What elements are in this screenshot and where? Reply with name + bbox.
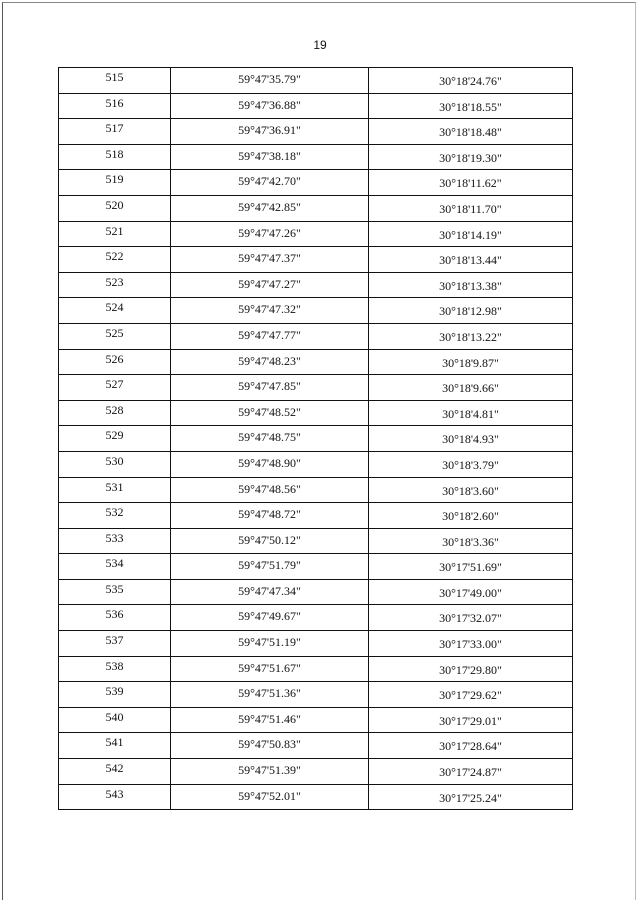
longitude-cell-text: 30°17'29.01" [439,713,502,728]
page-number: 19 [313,38,327,52]
longitude-cell [369,349,573,375]
point-number-cell [59,144,171,170]
longitude-cell-text: 30°18'4.93" [442,432,499,447]
longitude-cell-text: 30°17'24.87" [439,765,502,780]
table-row [59,528,573,554]
table-row [59,400,573,426]
latitude-cell [171,682,369,708]
table-row [59,221,573,247]
point-number-cell [59,272,171,298]
point-number-cell-text: 540 [105,709,124,724]
point-number-cell-text: 533 [105,530,124,545]
point-number-cell [59,247,171,273]
longitude-cell [369,68,573,94]
longitude-cell [369,503,573,529]
table-row [59,605,573,631]
table-row [59,579,573,605]
latitude-cell [171,605,369,631]
point-number-cell-text: 517 [105,121,124,136]
table-row [59,503,573,529]
longitude-cell-text: 30°18'19.30" [439,150,502,165]
longitude-cell [369,631,573,657]
point-number-cell [59,682,171,708]
latitude-cell [171,631,369,657]
longitude-cell-text: 30°18'3.79" [442,457,499,472]
longitude-cell [369,221,573,247]
latitude-cell [171,170,369,196]
point-number-cell-text: 516 [105,95,124,110]
latitude-cell-text: 59°47'51.19" [238,635,301,650]
longitude-cell [369,247,573,273]
table-row [59,93,573,119]
latitude-cell [171,503,369,529]
point-number-cell [59,375,171,401]
latitude-cell [171,707,369,733]
longitude-cell [369,93,573,119]
latitude-cell [171,323,369,349]
latitude-cell-text: 59°47'42.85" [238,199,301,214]
point-number-cell [59,631,171,657]
longitude-cell-text: 30°18'18.55" [439,99,502,114]
point-number-cell [59,554,171,580]
longitude-cell [369,195,573,221]
point-number-cell [59,528,171,554]
latitude-cell [171,733,369,759]
point-number-cell-text: 521 [105,223,124,238]
longitude-cell-text: 30°17'28.64" [439,739,502,754]
point-number-cell-text: 518 [105,146,124,161]
longitude-cell [369,375,573,401]
longitude-cell-text: 30°17'51.69" [439,560,502,575]
latitude-cell-text: 59°47'49.67" [238,609,301,624]
longitude-cell [369,144,573,170]
latitude-cell-text: 59°47'51.36" [238,686,301,701]
point-number-cell-text: 530 [105,453,124,468]
point-number-cell [59,323,171,349]
latitude-cell [171,272,369,298]
point-number-cell [59,68,171,94]
table-row [59,68,573,94]
longitude-cell [369,119,573,145]
table-row [59,656,573,682]
latitude-cell [171,528,369,554]
coordinates-table [58,67,573,810]
table-row [59,170,573,196]
latitude-cell-text: 59°47'48.72" [238,507,301,522]
point-number-cell [59,195,171,221]
latitude-cell-text: 59°47'51.79" [238,558,301,573]
latitude-cell-text: 59°47'47.32" [238,302,301,317]
longitude-cell [369,605,573,631]
latitude-cell [171,759,369,785]
longitude-cell-text: 30°18'18.48" [439,125,502,140]
latitude-cell-text: 59°47'48.90" [238,455,301,470]
table-row [59,759,573,785]
latitude-cell-text: 59°47'48.52" [238,404,301,419]
latitude-cell-text: 59°47'51.67" [238,660,301,675]
longitude-cell-text: 30°18'14.19" [439,227,502,242]
longitude-cell [369,656,573,682]
point-number-cell [59,170,171,196]
longitude-cell-text: 30°17'33.00" [439,637,502,652]
latitude-cell [171,554,369,580]
latitude-cell-text: 59°47'38.18" [238,148,301,163]
longitude-cell [369,400,573,426]
longitude-cell-text: 30°18'2.60" [442,509,499,524]
longitude-cell-text: 30°17'32.07" [439,611,502,626]
point-number-cell-text: 534 [105,556,124,571]
longitude-cell [369,298,573,324]
latitude-cell-text: 59°47'36.88" [238,97,301,112]
point-number-cell [59,656,171,682]
longitude-cell-text: 30°18'4.81" [442,406,499,421]
latitude-cell [171,579,369,605]
point-number-cell-text: 535 [105,581,124,596]
point-number-cell [59,784,171,810]
table-row [59,298,573,324]
latitude-cell-text: 59°47'47.37" [238,251,301,266]
longitude-cell [369,323,573,349]
point-number-cell-text: 543 [105,786,124,801]
table-row [59,784,573,810]
point-number-cell-text: 538 [105,658,124,673]
longitude-cell-text: 30°18'13.38" [439,278,502,293]
latitude-cell-text: 59°47'51.46" [238,711,301,726]
point-number-cell [59,759,171,785]
point-number-cell-text: 532 [105,505,124,520]
point-number-cell-text: 526 [105,351,124,366]
point-number-cell [59,579,171,605]
longitude-cell-text: 30°18'3.36" [442,534,499,549]
latitude-cell [171,784,369,810]
latitude-cell [171,221,369,247]
longitude-cell-text: 30°18'24.76" [439,74,502,88]
longitude-cell [369,707,573,733]
point-number-cell [59,707,171,733]
latitude-cell-text: 59°47'47.26" [238,225,301,240]
longitude-cell [369,426,573,452]
table-row [59,119,573,145]
point-number-cell-text: 542 [105,761,124,776]
point-number-cell [59,298,171,324]
latitude-cell-text: 59°47'51.39" [238,763,301,778]
longitude-cell [369,784,573,810]
latitude-cell [171,195,369,221]
latitude-cell-text: 59°47'48.56" [238,481,301,496]
longitude-cell-text: 30°18'11.62" [439,176,502,191]
point-number-cell [59,93,171,119]
point-number-cell-text: 528 [105,402,124,417]
point-number-cell-text: 523 [105,274,124,289]
latitude-cell-text: 59°47'50.83" [238,737,301,752]
table-row [59,272,573,298]
table-row [59,631,573,657]
point-number-cell-text: 537 [105,633,124,648]
table-row [59,144,573,170]
longitude-cell [369,477,573,503]
point-number-cell-text: 519 [105,172,124,187]
latitude-cell [171,426,369,452]
longitude-cell-text: 30°17'49.00" [439,585,502,600]
latitude-cell [171,68,369,94]
table-row [59,733,573,759]
longitude-cell-text: 30°17'29.62" [439,688,502,703]
latitude-cell [171,656,369,682]
latitude-cell-text: 59°47'47.77" [238,327,301,342]
longitude-cell-text: 30°18'12.98" [439,304,502,319]
table-row [59,195,573,221]
longitude-cell-text: 30°18'11.70" [439,201,502,216]
longitude-cell [369,451,573,477]
longitude-cell [369,272,573,298]
longitude-cell [369,554,573,580]
longitude-cell [369,759,573,785]
point-number-cell [59,426,171,452]
latitude-cell-text: 59°47'47.85" [238,379,301,394]
latitude-cell [171,400,369,426]
longitude-cell [369,170,573,196]
point-number-cell-text: 527 [105,377,124,392]
longitude-cell-text: 30°18'9.87" [442,355,499,370]
latitude-cell [171,119,369,145]
longitude-cell-text: 30°18'3.60" [442,483,499,498]
table-row [59,707,573,733]
point-number-cell [59,451,171,477]
table-row [59,451,573,477]
latitude-cell [171,298,369,324]
latitude-cell-text: 59°47'52.01" [238,788,301,803]
table-row [59,477,573,503]
point-number-cell-text: 536 [105,607,124,622]
point-number-cell-text: 539 [105,684,124,699]
longitude-cell-text: 30°18'13.22" [439,329,502,344]
latitude-cell [171,375,369,401]
latitude-cell [171,349,369,375]
point-number-cell-text: 524 [105,300,124,315]
latitude-cell [171,477,369,503]
table-row [59,375,573,401]
point-number-cell-text: 529 [105,428,124,443]
point-number-cell-text: 515 [105,70,124,84]
latitude-cell [171,247,369,273]
table-row [59,554,573,580]
latitude-cell-text: 59°47'42.70" [238,174,301,189]
point-number-cell-text: 525 [105,325,124,340]
longitude-cell [369,682,573,708]
longitude-cell [369,528,573,554]
table-row [59,323,573,349]
latitude-cell-text: 59°47'47.34" [238,583,301,598]
table-row [59,682,573,708]
table-row [59,349,573,375]
point-number-cell [59,400,171,426]
point-number-cell [59,733,171,759]
point-number-cell-text: 520 [105,197,124,212]
latitude-cell-text: 59°47'48.23" [238,353,301,368]
point-number-cell [59,119,171,145]
table-row [59,247,573,273]
latitude-cell-text: 59°47'47.27" [238,276,301,291]
point-number-cell-text: 522 [105,249,124,264]
latitude-cell [171,451,369,477]
longitude-cell-text: 30°17'25.24" [439,790,502,805]
longitude-cell [369,733,573,759]
latitude-cell-text: 59°47'36.91" [238,123,301,138]
longitude-cell-text: 30°17'29.80" [439,662,502,677]
point-number-cell-text: 531 [105,479,124,494]
longitude-cell-text: 30°18'9.66" [442,381,499,396]
latitude-cell-text: 59°47'35.79" [238,72,301,86]
point-number-cell [59,477,171,503]
coordinates-table-body [59,68,573,810]
point-number-cell [59,503,171,529]
point-number-cell-text: 541 [105,735,124,750]
longitude-cell-text: 30°18'13.44" [439,253,502,268]
latitude-cell [171,93,369,119]
point-number-cell [59,221,171,247]
latitude-cell-text: 59°47'50.12" [238,532,301,547]
latitude-cell-text: 59°47'48.75" [238,430,301,445]
point-number-cell [59,605,171,631]
latitude-cell [171,144,369,170]
point-number-cell [59,349,171,375]
longitude-cell [369,579,573,605]
table-row [59,426,573,452]
